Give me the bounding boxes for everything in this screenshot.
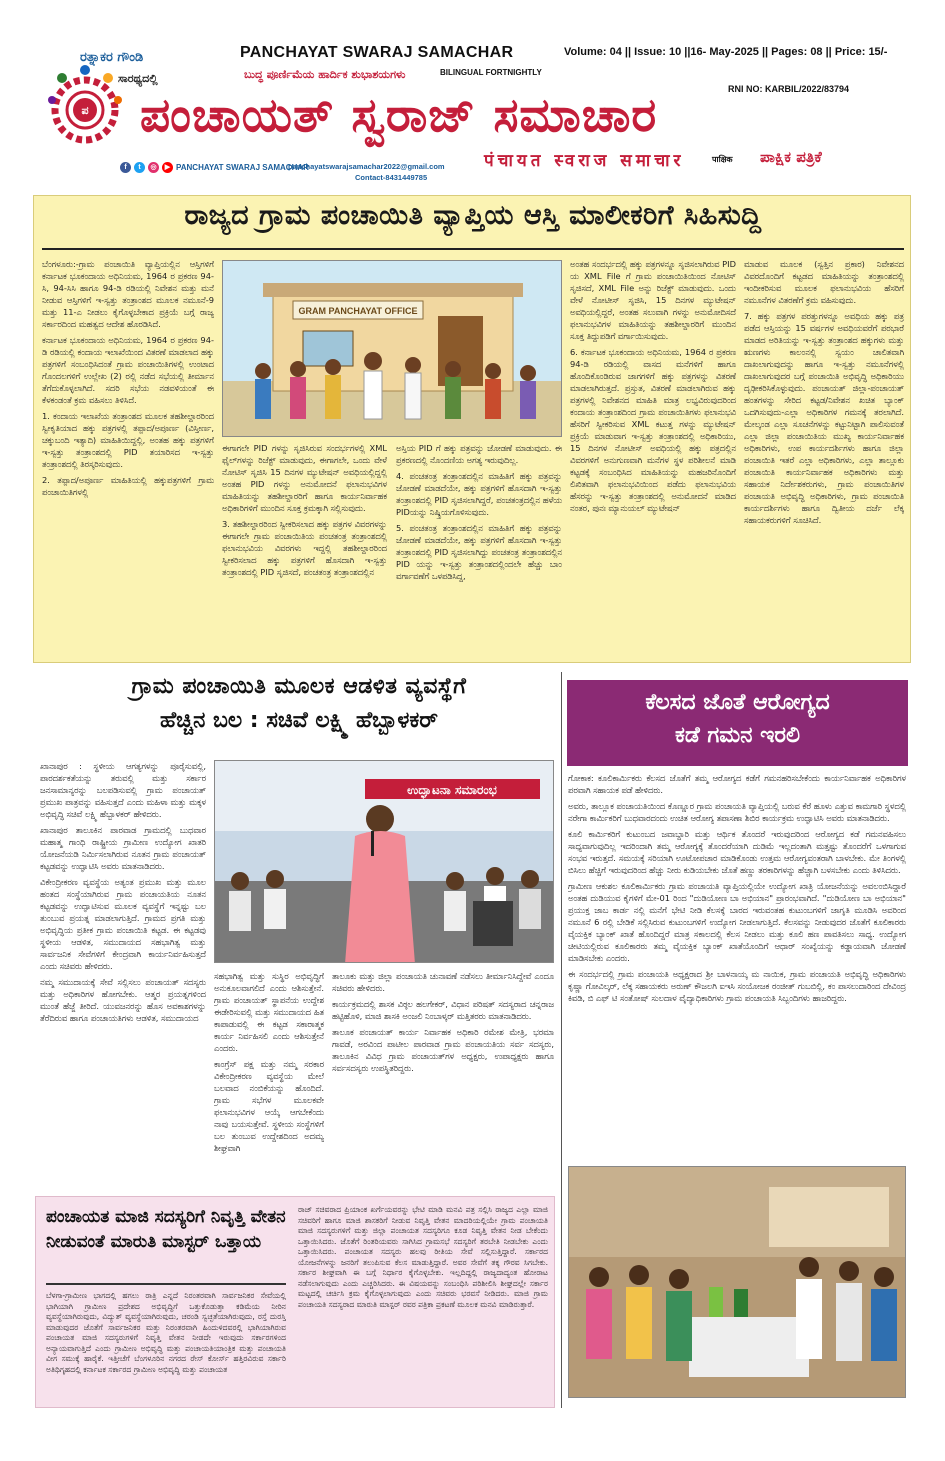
- paragraph: ವಿಕೇಂದ್ರೀಕರಣ ವ್ಯವಸ್ಥೆಯ ಅತ್ಯಂತ ಪ್ರಮುಖ ಮತ್ತು ಮೂಲ ಹಂತದ ಸಂಸ್ಥೆಯಾಗಿರುವ ಗ್ರಾಮ ಪಂಚಾಯತಿಯ ನೂತನ ಕಟ್ಟಡವನ್ನು ಉದ್ಘಾಟಿಸುವ ಮೂಲಕ ವ್ಯವಸ್ಥೆಗೆ ಇನ್ನಷ್ಟು ಬಲ ತುಂಬುವ ಪ್ರಯತ್ನ ಮಾಡಲಾಗುತ್ತಿದೆ. ಗ್ರಾಮದ ಪ್ರಗತಿ ಮತ್ತು ಅಭಿವೃದ್ಧಿಯ ಪ್ರತೀಕ ಗ್ರಾಮ ಪಂಚಾಯಿತಿ ಕಟ್ಟಡ. ಈ ಕಟ್ಟಡವು ಸ್ಥಳೀಯ ಆಡಳಿತ, ಸಮುದಾಯದ ಸಹಭಾಗಿತ್ವ ಮತ್ತು ಸಾರ್ವಜನಿಕ ಸೇವೆಗಳಿಗೆ ಕೇಂದ್ರವಾಗಿ ಕಾರ್ಯನಿರ್ವಹಿಸುತ್ತದೆ ಎಂದು ಸಚಿವರು ಹೇಳಿದರು.: [40, 877, 206, 971]
- facebook-icon[interactable]: f: [120, 162, 131, 173]
- lead-column-2: [222, 442, 387, 658]
- paragraph: 7. ಹಕ್ಕು ಪತ್ರಗಳ ಪರತ್ತುಗಳನ್ನೂ ಅವಧಿಯ ಹಕ್ಕು ಪತ್ರ ಪಡೆದ ಆಸ್ತಿಯನ್ನು 15 ವರ್ಷಗಳ ಅವಧಿಯವರೆಗೆ ಪರಭಾರೆ ಮಾಡದ ಅರಿತಿಯನ್ನು ಇ-ಸ್ವತ್ತು ತಂತ್ರಾಂಶದ ಹಕ್ಕುಗಳು ಮತ್ತು ಋಣಗಳು ಕಾಲಂನಲ್ಲಿ ಸ್ವಯಂ ಚಾಲಿತವಾಗಿ ದಾಖಲಾಗುವುದನ್ನು ಹಾಗೂ ಇ-ಸ್ವತ್ತು ನಮೂನೆಗಳಲ್ಲಿ ದಾಖಲಾಗುವುದರ ಬಗ್ಗೆ ಪಂಚಾಯಿತಿ ಅಭಿವೃದ್ಧಿ ಅಧಿಕಾರಿಯು ದೃಢೀಕರಿಸಿಕೊಳ್ಳುವುದು. ಪಂಚಾಯತ್ ಜಿಲ್ಲಾ-ಪಂಚಾಯತ್ ಹಂತಗಳನ್ನು ಸೇರಿದ ಕಟ್ಟಡ/ನಿವೇಶನ ಖಚಿತ ಬ್ಯಾಂಕ್ ಒದಗಿಸುವುದು-ಎಲ್ಲಾ ಅಧಿಕಾರಿಗಳ ಗಮನಕ್ಕೆ ತರಲಾಗಿದೆ. ಮೇಲ್ಕಂಡ ಎಲ್ಲಾ ಸೂಚನೆಗಳನ್ನು ಕಟ್ಟುನಿಟ್ಟಾಗಿ ಪಾಲಿಸುವಂತೆ ಎಲ್ಲಾ ಜಿಲ್ಲಾ ಪಂಚಾಯಿತಿಯ ಮುಖ್ಯ ಕಾರ್ಯನಿರ್ವಾಹಕ ಅಧಿಕಾರಿಗಳು, ಉಪ ಕಾರ್ಯದರ್ಶಿಗಳು ಹಾಗೂ ಜಿಲ್ಲಾ ಪಂಚಾಯಿತಿ ಇತರೆ ಎಲ್ಲಾ ಅಧಿಕಾರಿಗಳು, ಎಲ್ಲಾ ತಾಲ್ಲೂಕು ಪಂಚಾಯಿತಿ ಕಾರ್ಯನಿರ್ವಾಹಕ ಅಧಿಕಾರಿಗಳು ಮತ್ತು ಸಹಾಯಕ ನಿರ್ದೇಶಕರುಗಳು, ಗ್ರಾಮ ಪಂಚಾಯಿತಿಗಳ ಪಂಚಾಯತಿ ಅಭಿವೃದ್ಧಿ ಅಧಿಕಾರಿಗಳು, ಗ್ರಾಮ ಪಂಚಾಯಿತಿ ಕಾರ್ಯದರ್ಶಿಗಳು ಹಾಗೂ ದ್ವಿತೀಯ ದರ್ಜೆ ಲೆಕ್ಕ ಸಹಾಯಕರುಗಳಿಗೆ ಸೂಚಿಸಿದೆ.: [744, 311, 904, 525]
- headline-rule: [42, 248, 904, 250]
- headline-rule: [46, 1283, 286, 1285]
- hindi-title: पंचायत स्वराज समाचार: [484, 151, 685, 171]
- paragraph: ಸಹಭಾಗಿತ್ವ ಮತ್ತು ಸುಸ್ಥಿರ ಅಭಿವೃದ್ಧಿಗೆ ಅನುಕೂಲವಾಗಲಿದೆ ಎಂದು ಆಶಿಸುತ್ತೇನೆ. ಗ್ರಾಮ ಪಂಚಾಯತ್ ಸ್ಥಾಪನೆಯ ಉದ್ದೇಶ ಈಡೇರಿಸುವಲ್ಲಿ ಮತ್ತು ಸಮುದಾಯದ ಹಿತ ಕಾಪಾಡುವಲ್ಲಿ ಈ ಕಟ್ಟಡ ಸಕಾರಾತ್ಮಕ ಕಾರ್ಯ ನಿರ್ವಹಿಸಲಿ ಎಂದು ಆಶಿಸುತ್ತೇನೆ ಎಂದರು.: [214, 971, 324, 1053]
- column-divider: [561, 672, 562, 1408]
- article3-headline: [567, 680, 908, 766]
- paragraph: ಖಾನಾಪುರ ತಾಲೂಕಿನ ಪಾರವಾಡ ಗ್ರಾಮದಲ್ಲಿ ಬುಧವಾರ ಮಹಾತ್ಮ ಗಾಂಧಿ ರಾಷ್ಟ್ರೀಯ ಗ್ರಾಮೀಣ ಉದ್ಯೋಗ ಖಾತರಿ ಯೋಜನೆಯಡಿ ನಿರ್ಮಿಸಲಾಗಿರುವ ನೂತನ ಗ್ರಾಮ ಪಂಚಾಯತ್ ಕಟ್ಟಡವನ್ನು ಉದ್ಘಾಟಿಸಿ ಅವರು ಮಾತನಾಡಿದರು.: [40, 825, 206, 871]
- social-links: [120, 162, 309, 173]
- paragraph: ಬೆಳಗಾ-ಗ್ರಾಮೀಣ ಭಾಗದಲ್ಲಿ ಹಗಲು ರಾತ್ರಿ ಎನ್ನದೆ ನಿರಂತರವಾಗಿ ಸಾರ್ವಜನಿಕರ ಸೇವೆಯಲ್ಲಿ ಭಾಗಿಯಾಗಿ ಗ್ರಾಮೀಣ ಪ್ರದೇಶದ ಅಭಿವೃದ್ಧಿಗೆ ಒತ್ತುಕೊಡುತ್ತಾ ಕಡಿಮೆಯ ನೀರಿನ ವ್ಯವಸ್ಥೆಯಾಗಿರುವುದು, ವಿದ್ಯುತ್ ವ್ಯವಸ್ಥೆಯಾಗಿರುವುದು, ಚರಂಡಿ ಸ್ವಚ್ಛತೆಯಾಗಿರುವುದು, ರಸ್ತೆ ದುರಸ್ತಿ ಮಾಡುವುದರ ಜೊತೆಗೆ ಸಾರ್ವಜನಿಕರ ಮತ್ತು ನಿರಂತರವಾಗಿ ಹಿಂದುಳಿದವರಲ್ಲಿ ಭಾಗಿಯಾಗಿರುವ ಪಂಚಾಯತ ಮಾಜಿ ಸದಸ್ಯರುಗಳಿಗೆ ನಿವೃತ್ತಿ ವೇತನ ನೀಡದೇ ಇರುವುದು ಸರ್ಕಾರಗಳಿಂದ ಅನ್ಯಾಯವಾಗುತ್ತಿದೆ ಎಂದು ಗ್ರಾಮೀಣ ಅಭಿವೃದ್ಧಿ ಮತ್ತು ಪಂಚಾಯತಿಯಾಂತ್ರಿಕ ಮತ್ತು ಪಂಚಾಯತಿ ವೀಗ ಸಮುಕ್ಕೆ ಹಾರೈಕೆ. ಇತ್ತೀಚೆಗೆ ಬೆಂಗಳೂರಿನ ನಗರದ ರೇಸ್ ಕೋರ್ಸ್ ಹತ್ತಿರವಿರುವ ಸರ್ಕಾರಿ ಅತಿಥಿಗೃಹದಲ್ಲಿ ಕರ್ನಾಟಕ ಸರ್ಕಾರದ ಗ್ರಾಮೀಣ ಅಭಿವೃದ್ಧಿ ಮತ್ತು ಪಂಚಾಯತ: [46, 1291, 286, 1374]
- office-sign: GRAM PANCHAYAT OFFICE: [298, 306, 418, 316]
- lead-column-4: [570, 258, 736, 658]
- youtube-icon[interactable]: ▶: [162, 162, 173, 173]
- paragraph: 2. ತಪ್ಪಾದ/ಅಪೂರ್ಣ ಮಾಹಿತಿಯಲ್ಲಿ ಹಕ್ಕುಪತ್ರಗಳಿಗೆ ಗ್ರಾಮ ಪಂಚಾಯಿತಿಗಳಲ್ಲಿ: [42, 475, 214, 497]
- paragraph: ಮಾಡುವ ಮೂಲಕ (ಸ್ವತ್ತಿನ ಪ್ರಕಾರ) ನಿವೇಶನದ ವಿವರದೊಂದಿಗೆ ಕಟ್ಟಡದ ಮಾಹಿತಿಯನ್ನು ತಂತ್ರಾಂಶದಲ್ಲಿ ಇಂದೀಕರಿಸುವ ಮೂಲಕ ಫಲಾನುಭವಿಯ ಹೆಸರಿಗೆ ನಮೂನೆಗಳ ವಿತರಣೆಗೆ ಕ್ರಮ ವಹಿಸುವುದು.: [744, 259, 904, 305]
- article2-column-1: [40, 760, 206, 1192]
- rni-number: RNI NO: KARBIL/2022/83794: [728, 84, 850, 94]
- article4-headline: ಪಂಚಾಯತ ಮಾಜಿ ಸದಸ್ಯರಿಗೆ ನಿವೃತ್ತಿ ವೇತನ ನೀಡುವಂತೆ ಮಾರುತಿ ಮಾಸ್ಟರ್ ಒತ್ತಾಯ: [46, 1207, 286, 1252]
- svg-text:ಪ: ಪ: [81, 104, 89, 117]
- gram-panchayat-illustration: [222, 260, 562, 437]
- paragraph: 6. ಕರ್ನಾಟಕ ಭೂಕಂದಾಯ ಅಧಿನಿಯಮ, 1964 ರ ಪ್ರಕರಣ 94-ಡಿ ರಡಿಯಲ್ಲಿ ವಾಸದ ಮನೆಗಳಿಗೆ ಹಾಗೂ ಹೊಂದಿಕೊಂಡಿರುವ ಜಾಗಗಳಿಗೆ ಹಕ್ಕು ಪತ್ರಗಳನ್ನು ವಿತರಣೆ ಮಾಡಲಾಗಿರುತ್ತದೆ. ಪ್ರಸ್ತುತ, ವಿತರಣೆ ಮಾಡಲಾಗಿರುವ ಹಕ್ಕು ಪತ್ರಗಳಲ್ಲಿ ನಿವೇಶನದ ಮಾಹಿತಿ ಮಾತ್ರ ಲಭ್ಯವಿರುವುದರಿಂದ ಕಂದಾಯ ತಂತ್ರಾಂಶದಿಂದ ಗ್ರಾಮ ಪಂಚಾಯಿತಿಗಳು ಫಲಾನುಭವಿ ಹೆಸರಿಗೆ ಸ್ವೀಕರಿಸುವ XML ಕಟುತ್ತ ಗಳನ್ನು ಮ್ಯುಟೇಷನ್ ಪ್ರಕ್ರಿಯೆ ಮಾಡುವಾಗ ಇ-ಸ್ವತ್ತು ತಂತ್ರಾಂಶದಲ್ಲಿ ಅಧಿಕಾರಿಯು, 15 ದಿನಗಳ ನೋಟೀಸ್ ಅವಧಿಯಲ್ಲಿ ಹಕ್ಕು ಪತ್ರದಲ್ಲಿನ ವಿವರಗಳಿಗೆ ಅನುಗುಣವಾಗಿ ಮನೆಗಳ ಸ್ಥಳ ಪರಿಶೀಲನೆ ಮಾಡಿ ಕಟ್ಟಡಕ್ಕೆ ಸಂಬಂಧಿಸಿದ ಮಾಹಿತಿಯನ್ನು ಮಹಜರಿನೊಂದಿಗೆ ಲಿಖಿತವಾಗಿ ಫಲಾನುಭವಿಯಿಂದ ಪಡೆದು ಫಲಾನುಭವಿಯ ಹೆಸರನ್ನು ಇ-ಸ್ವತ್ತು ತಂತ್ರಾಂಶದಲ್ಲಿ ಅನುಮೋದನೆ ಮಾಡಿದ ನಂತರ, ಪುನಃ ಮ್ಯಾನುಯಲ್ ಮ್ಯುಟೇಷನ್: [570, 347, 736, 513]
- twitter-icon[interactable]: t: [134, 162, 145, 173]
- paragraph: ಬೆಂಗಳೂರು:-ಗ್ರಾಮ ಪಂಚಾಯಿತಿ ವ್ಯಾಪ್ತಿಯಲ್ಲಿನ ಆಸ್ತಿಗಳಿಗೆ ಕರ್ನಾಟಕ ಭೂಕಂದಾಯ ಅಧಿನಿಯಮ, 1964 ರ ಪ್ರಕರಣ 94-ಸಿ, 94-ಸಿಸಿ ಹಾಗೂ 94-ಡಿ ರಡಿಯಲ್ಲಿ ನಿವೇಶನ ಮತ್ತು ಮನೆ ನೀಡುವ ಆಸ್ತಿಗಳಿಗೆ ಇ-ಸ್ವತ್ತು ತಂತ್ರಾಂಶದ ಮೂಲಕ ನಮೂನೆ-9 ಮತ್ತು 11-ಎ ನೀಡಲು ಕೈಗೊಳ್ಳಬೇಕಾದ ಪ್ರಕ್ರಿಯೆ ಬಗ್ಗೆ ರಾಜ್ಯ ಸರ್ಕಾರದಿಂದ ಮಹತ್ವದ ಆದೇಶ ಹೊರಡಿಸಿದೆ.: [42, 259, 214, 329]
- logo-name: ರತ್ನಾಕರ ಗೌಂಡಿ: [80, 50, 144, 65]
- article3-body: [568, 772, 906, 1158]
- email-address[interactable]: panchayatswarajsamachar2022@gmail.com: [288, 162, 445, 171]
- article4: [35, 1196, 555, 1408]
- paragraph: ಕಾಂಗ್ರೆಸ್ ಪಕ್ಷ ಮತ್ತು ನಮ್ಮ ಸರಕಾರ ವಿಕೇಂದ್ರೀಕರಣ ವ್ಯವಸ್ಥೆಯ ಮೇಲೆ ಬಲವಾದ ನಂಬಿಕೆಯನ್ನು ಹೊಂದಿದೆ. ಗ್ರಾಮ ಸಭೆಗಳ ಮೂಲಕವೇ ಫಲಾನುಭವಿಗಳ ಆಯ್ಕೆ ಆಗಬೇಕೆಂದು ನಾವು ಬಯಸುತ್ತೇವೆ. ಸ್ಥಳೀಯ ಸಂಸ್ಥೆಗಳಿಗೆ ಬಲ ತುಂಬುವ ಉದ್ದೇಶದಿಂದ ಅದಮ್ಯ ಶೀಘ್ರವಾಗಿ: [214, 1059, 324, 1153]
- kannada-title: ಪಂಚಾಯತ್ ಸ್ವರಾಜ್ ಸಮಾಚಾರ: [140, 88, 658, 143]
- paragraph: ಕಾರ್ಯಕ್ರಮದಲ್ಲಿ ಶಾಸಕ ವಿಠ್ಠಲ ಹಲಗೇಕರ್, ವಿಧಾನ ಪರಿಷತ್ ಸದಸ್ಯರಾದ ಚನ್ನರಾಜ ಹಟ್ಟಿಹೊಳಿ, ಮಾಜಿ ಶಾಸಕಿ ಅಂಜಲಿ ನಿಂಬಾಳ್ಕರ್ ಮತ್ತಿತರರು ಮಾತನಾಡಿದರು.: [332, 999, 554, 1021]
- paragraph: ನಮ್ಮ ಸಮುದಾಯಕ್ಕೆ ಸೇವೆ ಸಲ್ಲಿಸಲು ಪಂಚಾಯತ್ ಸದಸ್ಯರು ಮತ್ತು ಅಧಿಕಾರಿಗಳ ಹೋಗಬೇಕು. ಆತ್ಮರ ಪ್ರಯತ್ನಗಳಿಂದ ಮುಂತೆ ಹೆಜ್ಜೆ ತೀರಿದೆ. ಯುವಜನರನ್ನು ಹೊಸ ಅವಕಾಶಗಳನ್ನು ತೆರೆದಿರುವ ಹಾಗೂ ಪಂಚಾಯತಿಗಳು ಆಡಳಿತ, ಸಮುದಾಯದ: [40, 977, 206, 1023]
- paragraph: ಗ್ರಾಮೀಣ ಆಕುಶಲ ಕೂಲಿಕಾರ್ಮಿಕರು ಗ್ರಾಮ ಪಂಚಾಯತಿ ವ್ಯಾಪ್ತಿಯಲ್ಲಿಯೇ ಉದ್ಯೋಗ ಖಾತ್ರಿ ಯೋಜನೆಯನ್ನು ಅವಲಂಬಿಸಿದ್ದಾರೆ ಅಂತಹ ದುಡಿಯುವ ಕೈಗಳಿಗೆ ಮೇ-01 ರಿಂದ "ದುಡಿಯೋಣ ಬಾ ಅಭಿಯಾನ" ಪ್ರಾರಂಭವಾಗಿದೆ. "ದುಡಿಯೋಣ ಬಾ ಅಭಿಯಾನ" ಪ್ರಯುಕ್ತ ಜಾಬ ಕಾರ್ಡ ನಲ್ಲಿ ಮನೆಗೆ ಭೇಟಿ ನೀಡಿ ಕೆಲಸಕ್ಕೆ ಬಾರದ ಇರುವಂತಹ ಕುಟುಂಬಗಳಿಗೆ ಜಾಗೃತಿ ಮೂಡಿಸಿ ಅವರಿಂದ ನಮೂನೆ 6 ರಲ್ಲಿ ಬೇಡಿಕೆ ಸಲ್ಲಿಸಿರುವ ಕುಟುಂಬಗಳಿಗೆ ಉದ್ಯೋಗ ನೀಡಲಾಗುತ್ತಿದೆ. ಕೆಲಸವನ್ನು ನೀಡುವುದರ ಜೊತೆಗೆ ಕೂಲಿಕಾರರು ವೈಯಕ್ತಿಕ ಬ್ಯಾಂಕ್ ಖಾತೆ ಹೊಂದಿದ್ದರೆ ಮಾತ್ರ ಸಕಾಲದಲ್ಲಿ ಕೆಲಸ ನೀಡಲು ಮತ್ತು ಕೂಲಿ ಹಣ ಪಾವತಿಸಲು ಸಾಧ್ಯ. ಉದ್ಯೋಗ ಚೀಟಿಯಲ್ಲಿರುವ ಕೂಲಿಕಾರರು ತಮ್ಮ ವೈಯಕ್ತಿಕ ಬ್ಯಾಂಕ್ ಖಾತೆಯೊಂದಿಗೆ ಆಧಾರ್ ಸಂಖ್ಯೆಯನ್ನು ಕಡ್ಡಾಯವಾಗಿ ಜೋಡಣೆ ಮಾಡಿಸಬೇಕು ಎಂದರು.: [568, 881, 906, 963]
- lead-article: [33, 195, 911, 663]
- paragraph: ಕರ್ನಾಟಕ ಭೂಕಂದಾಯ ಅಧಿನಿಯಮ, 1964 ರ ಪ್ರಕರಣ 94-ಡಿ ರಡಿಯಲ್ಲಿ ಕಂದಾಯ ಇಲಾಖೆಯಿಂದ ವಿತರಣೆ ಮಾಡಲಾದ ಹಕ್ಕು ಪತ್ರಗಳಿಗೆ ಸಂಬಂಧಿಸಿದಂತೆ ಗ್ರಾಮ ಪಂಚಾಯಿತಿಗಳಲ್ಲಿ ಉಂಟಾದ ಗೊಂದಲಗಳಿಗೆ ಉಲ್ಲೇಖ (2) ರಲ್ಲಿ ನಡೆದ ಸಭೆಯಲ್ಲಿ ತೀರ್ಮಾನ ತೆಗೆದುಕೊಳ್ಳಲಾಗಿದೆ. ಸದರಿ ಸಭೆಯ ನಡವಳಿಯಂತೆ ಈ ಕೆಳಕಂಡಂತೆ ಕ್ರಮ ವಹಿಸಲು ತಿಳಿಸಿದೆ.: [42, 335, 214, 405]
- paragraph: 1. ಕಂದಾಯ ಇಲಾಖೆಯ ತಂತ್ರಾಂಶದ ಮೂಲಕ ತಹಶೀಲ್ದಾರರಿಂದ ಸ್ವೀಕೃತಿಯಾದ ಹಕ್ಕು ಪತ್ರಗಳಲ್ಲಿ ತಪ್ಪಾದ/ಅಪೂರ್ಣ (ವಿಸ್ತೀರ್ಣ, ಚಕ್ಕುಬಂದಿ ಇತ್ಯಾದಿ) ಮಾಹಿತಿಯಿದ್ದಲ್ಲಿ, ಅಂತಹ ಹಕ್ಕು ಪತ್ರಗಳಿಗೆ ಇ-ಸ್ವತ್ತು ತಂತ್ರಾಂಶದಲ್ಲಿ PID ತಯಾರಿಸದ ಇ-ಸ್ವತ್ತು ತಂತ್ರಾಂಶದಲ್ಲಿ ತಿರಸ್ಕರಿಸುವುದು.: [42, 411, 214, 469]
- paragraph: ಅಂತಹ ಸಂದರ್ಭದಲ್ಲಿ ಹಕ್ಕು ಪತ್ರಗಳನ್ನೂ ಸೃಜಿಸಲಾಗಿರುವ PID ಯ XML File ಗೆ ಗ್ರಾಮ ಪಂಚಾಯಿತಿಯಿಂದ ನೋಟಿಸ್ ಸೃಜಿಸದೆ, XML File ಅನ್ನು ರಿಜೆಕ್ಟ್ ಮಾಡುವುದು. ಒಂದು ವೇಳೆ ನೋಟೀಸ್ ಸೃಜಿಸಿ, 15 ದಿನಗಳ ಮ್ಯುಟೇಷನ್ ಅವಧಿಯಲ್ಲಿದ್ದರೆ, ಅಂತಹ ಸಲುವಾಗಿ ಗಳನ್ನು ಅನುಮೋದಿಸದೆ ಫಲಾನುಭವಿಗಳ ಮಾಹಿತಿಯನ್ನು ತಹಶೀಲ್ದಾರರಿಗೆ ಮುಂದಿನ ಸೂಕ್ತ ತಿದ್ದುಪಡಿಗೆ ವರ್ಗಾಯಿಸುವುದು.: [570, 259, 736, 341]
- lead-headline: ರಾಜ್ಯದ ಗ್ರಾಮ ಪಂಚಾಯಿತಿ ವ್ಯಾಪ್ತಿಯ ಆಸ್ತಿ ಮಾಲೀಕರಿಗೆ ಸಿಹಿಸುದ್ದಿ: [184, 200, 762, 231]
- lead-column-3: [396, 442, 562, 658]
- paragraph: ಈಗಾಗಲೇ PID ಗಳನ್ನು ಸೃಜಿಸಿರುವ ಸಂದರ್ಭಗಳಲ್ಲಿ XML ಫೈಲ್‌ಗಳನ್ನು ರಿಜೆಕ್ಟ್ ಮಾಡುವುದು, ಈಗಾಗಲೇ, ಒಂದು ವೇಳೆ ನೋಟಿಸ್ ಸೃಜಿಸಿ 15 ದಿನಗಳ ಮ್ಯುಟೇಷನ್ ಅವಧಿಯಲ್ಲಿದ್ದಲ್ಲಿ ಅಂತಹ PID ಗಳನ್ನು ಅನುಮೋದನೆ ಫಲಾನುಭವಿಗಳ ಮಾಹಿತಿಯನ್ನು ತಹಶೀಲ್ದಾರರಿಗೆ ಹಾಗೂ ಕಾರ್ಯನಿರ್ವಾಹಕ ಅಧಿಕಾರಿಗಳಿಗೆ ಮುಂದಿನ ಸೂಕ್ತ ಕ್ರಮಕ್ಕಾಗಿ ಸಲ್ಲಿಸುವುದು.: [222, 443, 387, 513]
- article3-headline-line2: ಕಡೆ ಗಮನ ಇರಲಿ: [674, 723, 801, 748]
- paragraph: 5. ಪಂಚತಂತ್ರ ತಂತ್ರಾಂಶದಲ್ಲಿನ ಮಾಹಿತಿಗೆ ಹಕ್ಕು ಪತ್ರವನ್ನು ಜೋಡಣೆ ಮಾಡದೆಯೇ, ಹಕ್ಕು ಪತ್ರಗಳಿಗೆ ಹೊಸದಾಗಿ ಇ-ಸ್ವತ್ತು ತಂತ್ರಾಂಶದಲ್ಲಿ PID ಸೃಜಿಸಲಾಗಿದ್ದು ಪಂಚತಂತ್ರ ತಂತ್ರಾಂಶದಲ್ಲಿನ PID ಯನ್ನು ಇ-ಸ್ವತ್ತು ತಂತ್ರಾಂಶದಲ್ಲಿಂದಲೇ ಹೆಚ್ಚು ಬಾಂ ವರ್ಗಾವಣೆಗೆ ಒಳಪಡಿಸಿದ್ದ,: [396, 523, 562, 581]
- lead-column-5: [744, 258, 904, 658]
- english-title: PANCHAYAT SWARAJ SAMACHAR: [240, 44, 514, 61]
- masthead: [0, 0, 945, 185]
- article4-column-1: [46, 1291, 286, 1403]
- fortnightly-label: ಪಾಕ್ಷಿಕ ಪತ್ರಿಕೆ: [760, 148, 822, 166]
- paragraph: ಅವರು, ತಾಲ್ಲೂಕ ಪಂಚಾಯತಿಯಿಂದ ಕೊಣ್ಣೂರ ಗ್ರಾಮ ಪಂಚಾಯತಿ ವ್ಯಾಪ್ತಿಯಲ್ಲಿ ಬರುವ ಕೆರೆ ಹೂಳು ಎತ್ತುವ ಕಾಮಗಾರಿ ಸ್ಥಳದಲ್ಲಿ ನರೇಗಾ ಕಾರ್ಮಿಕರಿಗೆ ಬುಧವಾರದಂದು ಉಚಿತ ಆರೋಗ್ಯ ತಪಾಸಣಾ ಶಿಬಿರ ಕಾರ್ಯಕ್ರಮ ಉದ್ಘಾಟಿಸಿ ಅವರು ಮಾತನಾಡಿದರು.: [568, 801, 906, 823]
- article4-column-2: [298, 1205, 548, 1403]
- paragraph: ಅಸ್ತಿಯ PID ಗೆ ಹಕ್ಕು ಪತ್ರವನ್ನು ಜೋಡಣೆ ಮಾಡುವುದು. ಈ ಪ್ರಕರಣದಲ್ಲಿ ನೊಂದಣಿಯ ಅಗತ್ಯ ಇರುವುದಿಲ್ಲ.: [396, 443, 562, 465]
- logo-subtitle: ಸಾರಥ್ಯದಲ್ಲಿ: [118, 72, 158, 85]
- health-camp-photo: [568, 1166, 906, 1398]
- paragraph: ಗೋಕಾಕ: ಕೂಲಿಕಾರ್ಮಿಕರು ಕೆಲಸದ ಜೊತೆಗೆ ತಮ್ಮ ಆರೋಗ್ಯದ ಕಡೆಗೆ ಗಮನಹರಿಸಬೇಕೆಂದು ಕಾರ್ಯನಿರ್ವಾಹಕ ಅಧಿಕಾರಿಗಳ ಪರವಾಗಿ ಸಹಾಯಕ ಪಡೆ ಹೇಳಿದರು.: [568, 773, 906, 795]
- hindi-fortnightly: पाक्षिक: [712, 155, 733, 164]
- paragraph: ಖಾನಾಪುರ : ಸ್ಥಳೀಯ ಆಗತ್ಯಗಳನ್ನು ಪೂರೈಸುವಲ್ಲಿ, ಪಾರದರ್ಶಕತೆಯನ್ನು ತರುವಲ್ಲಿ ಮತ್ತು ಸರ್ಕಾರ ಜನಸಾಮಾನ್ಯರನ್ನು ಬಲಪಡಿಸುವಲ್ಲಿ ಗ್ರಾಮ ಪಂಚಾಯತ್ ಪ್ರಮುಖ ಪಾತ್ರವನ್ನು ವಹಿಸುತ್ತದೆ ಎಂದು ಮಹಿಳಾ ಮತ್ತು ಮಕ್ಕಳ ಅಭಿವೃದ್ಧಿ ಸಚಿವೆ ಲಕ್ಷ್ಮಿ ಹೆಬ್ಬಾಳಕರ್ ಹೇಳಿದರು.: [40, 761, 206, 819]
- issue-info: Volume: 04 || Issue: 10 ||16- May-2025 || Pages: 08 || Price: 15/-: [564, 46, 888, 58]
- paragraph: ತಾಲೂಕ ಪಂಚಾಯತ್ ಕಾರ್ಯ ನಿರ್ವಾಹಕ ಅಧಿಕಾರಿ ರಮೇಶ ಮೇತ್ರಿ, ಭರಮಾ ಗಾವಡೆ, ಅರವಿಂದ ಪಾಟೀಲ ಪಾರವಾಡ ಗ್ರಾಮ ಪಂಚಾಯತಿಯ ಸರ್ವ ಸದಸ್ಯರು, ತಾಲೂಕಿನ ವಿವಿಧ ಗ್ರಾಮ ಪಂಚಾಯತ್‌ಗಳ ಅಧ್ಯಕ್ಷರು, ಉಪಾಧ್ಯಕ್ಷರು ಹಾಗೂ ಸರ್ವಸದಸ್ಯರು ಉಪಸ್ಥಿತರಿದ್ದರು.: [332, 1027, 554, 1073]
- article2-column-3: [332, 970, 554, 1192]
- bilingual-label: BILINGUAL FORTNIGHTLY: [440, 68, 542, 77]
- greeting-text: ಬುದ್ಧ ಪೂರ್ಣಿಮೆಯ ಹಾರ್ದಿಕ ಶುಭಾಶಯಗಳು: [244, 68, 406, 81]
- article2-headline-line2: ಹೆಚ್ಚಿನ ಬಲ : ಸಚಿವೆ ಲಕ್ಷ್ಮಿ ಹೆಬ್ಬಾಳಕರ್: [160, 708, 438, 733]
- paragraph: ಈ ಸಂದರ್ಭದಲ್ಲಿ ಗ್ರಾಮ ಪಂಚಾಯತಿ ಅಧ್ಯಕ್ಷರಾದ ಶ್ರೀ ಬಾಳನಾಯ್ಕ ಮ ನಾಯಿಕ, ಗ್ರಾಮ ಪಂಚಾಯತಿ ಅಭಿವೃದ್ಧಿ ಅಧಿಕಾರಿಗಳು ಕೃಷ್ಣಾ ಗೋವಿಲ್ಕರ್, ಲೆಕ್ಕ ಸಹಾಯಕರು ಅರುಣ್ ಕೌಜಲಗಿ ಐಇಸಿ ಸಂಯೋಜಕ ರಂಜೀತ್ ಗುಬಬಿಲ್ಲಿ, ಕಂ ಪಾಸಲುದಾರಿಂದ ದೇವಿಂದ್ರ ಕಿವಡಿ, ಬಿ ಎಫ್ ಟಿ ಸಂತೋಷ್ ಸುಲದಾಳ ವೈದ್ಯಾಧಿಕಾರಿಗಳು ಗ್ರಾಮ ಪಂಚಾಯತಿ ಸಿಬ್ಬಂದಿಗಳು ಹಾಜರಿದ್ದರು.: [568, 969, 906, 1003]
- article2-column-2: [214, 970, 324, 1192]
- paragraph: ಕೂಲಿ ಕಾರ್ಮಿಕರಿಗೆ ಕುಟುಂಬದ ಜವಾಬ್ದಾರಿ ಮತ್ತು ಆರ್ಥಿಕ ತೊಂದರೆ ಇರುವುದರಿಂದ ಆರೋಗ್ಯದ ಕಡೆ ಗಮನವಹಿಸಲು ಸಾಧ್ಯವಾಗುವುದಿಲ್ಲ ಇದರಿಂದಾಗಿ ತಮ್ಮ ಆರೋಗ್ಯಕ್ಕೆ ತೊಂದರೆಯಾಗಿ ದುಡಿಮೆ ಇಲ್ಲದಂತಾಗಿ ಮತ್ತಷ್ಟು ತೊಂದರೆಗೆ ಒಳಗಾಗುವ ಸಂಭವ ಇರುತ್ತದೆ. ಸಮಯಕ್ಕೆ ಸರಿಯಾಗಿ ಊಟೋಪಚಾರ ಮಾಡಿಕೊಂಡು ಉತ್ತಮ ಆರೋಗ್ಯವಂತರಾಗಿ ಬಾಳಬೇಕು. ಮೇ ತಿಂಗಳಲ್ಲಿ ಬಿಸಿಲು ಹೆಚ್ಚಿಗೆ ಇರುವುದರಿಂದ ಹೆಚ್ಚು ನೀರು ಕುಡಿಯಬೇಕು ಜೊತೆ ಹಣ್ಣು ತರಕಾರಿಗಳನ್ನು ಹೆಚ್ಚಾಗಿ ಬಳಸಬೇಕು ಎಂದು ತಿಳಿಸಿದರು.: [568, 829, 906, 875]
- paragraph: 4. ಪಂಚತಂತ್ರ ತಂತ್ರಾಂಶದಲ್ಲಿನ ಮಾಹಿತಿಗೆ ಹಕ್ಕು ಪತ್ರವನ್ನು ಜೋಡಣೆ ಮಾಡದೆಯೇ, ಹಕ್ಕು ಪತ್ರಗಳಿಗೆ ಹೊಸದಾಗಿ ಇ-ಸ್ವತ್ತು ತಂತ್ರಾಂಶದಲ್ಲಿ PID ಸೃಜಿಸಲಾಗಿದ್ದರೆ, ಪಂಚತಂತ್ರದಲ್ಲಿನ ಹಳೆಯ PIDಯನ್ನು ನಿಷ್ಕ್ರಿಯಗೊಳಿಸುವುದು.: [396, 471, 562, 517]
- lead-column-1: [42, 258, 214, 658]
- article2-headline-line1: ಗ್ರಾಮ ಪಂಚಾಯಿತಿ ಮೂಲಕ ಆಡಳಿತ ವ್ಯವಸ್ಥೆಗೆ: [131, 674, 467, 699]
- paragraph: 3. ತಹಶೀಲ್ದಾರರಿಂದ ಸ್ವೀಕರಿಸಲಾದ ಹಕ್ಕು ಪತ್ರಗಳ ವಿವರಗಳನ್ನು ಈಗಾಗಲೇ ಗ್ರಾಮ ಪಂಚಾಯಿತಿಯ ಪಂಚತಂತ್ರ ತಂತ್ರಾಂಶದಲ್ಲಿ ಫಲಾನುಭವಿಯ ವಿವರಗಳು ಇದ್ದಲ್ಲಿ ತಹಶೀಲ್ದಾರರಿಂದ ಸ್ವೀಕರಿಸಲಾದ ಹಕ್ಕು ಪತ್ರಗಳಿಗೆ ಹೊಸದಾಗಿ ಇ-ಸ್ವತ್ತು ತಂತ್ರಾಂಶದಲ್ಲಿ PID ಸೃಜಿಸದೆ, ಪಂಚತಂತ್ರ ತಂತ್ರಾಂಶದಲ್ಲಿನ: [222, 519, 387, 577]
- article3-headline-line1: ಕೆಲಸದ ಜೊತೆ ಆರೋಗ್ಯದ: [645, 690, 830, 715]
- contact-number: Contact-8431449785: [355, 173, 428, 182]
- banner-text: ಉದ್ಘಾಟನಾ ಸಮಾರಂಭ: [407, 783, 497, 797]
- paragraph: ರಾಜ್ ಸಚಿವರಾದ ಪ್ರಿಯಾಂಕ ಖರ್ಗೆಯವರನ್ನು ಭೇಟಿ ಮಾಡಿ ಮನವಿ ಪತ್ರ ಸಲ್ಲಿಸಿ ರಾಜ್ಯದ ಎಲ್ಲಾ ಮಾಜಿ ಸಚಿವರಿಗೆ ಹಾಗೂ ಮಾಜಿ ಶಾಸಕರಿಗೆ ನೀಡುವ ನಿವೃತ್ತಿ ವೇತನ ಮಾದರಿಯಲ್ಲಿಯೇ ಗ್ರಾಮ ಪಂಚಾಯತಿ ಮಾಜಿ ಸದಸ್ಯರುಗಳಿಗೆ ಮತ್ತು ಜಿಲ್ಲಾ ಪಂಚಾಯತ ಸದಸ್ಯರಿಗೂ ಕೂಡ ನಿವೃತ್ತಿ ವೇತನ ನೀಡ ಬೇಕೆಂದು ಒತ್ತಾಯಿಸಿದರು. ಜೊತೆಗೆ ರಿಂತರಿಯವರು ಸಾಗಿಸಿದ ಗ್ರಾಮಸಭೆ ಸದಸ್ಯರಿಗೆ ತರಬೇತಿ ನೀಡಬೇಕು ಎಂದು ಒತ್ತಾಯಿಸಿದರು. ಪಂಚಾಯತ ಸದಸ್ಯರು ಹಲವು ರೀತಿಯ ಸೇವೆ ಸಲ್ಲಿಸುತ್ತಿದ್ದಾರೆ. ಸರ್ಕಾರದ ಯೋಜನೆಗಳನ್ನು ಜನರಿಗೆ ತಲುಪಿಸುವ ಕೆಲಸ ಮಾಡುತ್ತಿದ್ದಾರೆ. ಅವರ ಸೇವೆಗೆ ತಕ್ಕ ಗೌರವ ಸಿಗಬೇಕು. ಸರ್ಕಾರ ಶೀಘ್ರವಾಗಿ ಈ ಬಗ್ಗೆ ನಿರ್ಧಾರ ಕೈಗೊಳ್ಳಬೇಕು. ಇಲ್ಲದಿದ್ದಲ್ಲಿ ರಾಜ್ಯದಾದ್ಯಂತ ಹೋರಾಟ ನಡೆಸಲಾಗುವುದು ಎಂದು ಎಚ್ಚರಿಸಿದರು. ಈ ವಿಷಯವನ್ನು ಸಂಬಂಧಿಸಿ ಪರಿಶೀಲಿಸಿ ಶೀಘ್ರದಲ್ಲೇ ಸರ್ಕಾರ ಮಟ್ಟದಲ್ಲಿ ಚರ್ಚಿಸಿ ಕ್ರಮ ಕೈಗೊಳ್ಳಲಾಗುವುದು ಎಂದು ಸಚಿವರು ಭರವಸೆ ನೀಡಿದರು. ಮಾಜಿ ಗ್ರಾಮ ಪಂಚಾಯತಿ ಸದಸ್ಯರಾದ ಮಾರುತಿ ಮಾಸ್ಟರ್ ರವರ ಪತ್ರಿಕಾ ಪ್ರಕಟಣೆ ಮೂಲಕ ಮನವಿ ಮಾಡಿರುತ್ತಾರೆ.: [298, 1205, 548, 1309]
- instagram-icon[interactable]: ◎: [148, 162, 159, 173]
- social-label: PANCHAYAT SWARAJ SAMACHAR: [176, 163, 309, 172]
- paragraph: ತಾಲೂಕು ಮತ್ತು ಜಿಲ್ಲಾ ಪಂಚಾಯತಿ ಚುನಾವಣೆ ನಡೆಸಲು ತೀರ್ಮಾನಿಸಿದ್ದೇವೆ ಎಂದೂ ಸಚಿವರು ಹೇಳಿದರು.: [332, 971, 554, 993]
- minister-speech-photo: [214, 760, 554, 963]
